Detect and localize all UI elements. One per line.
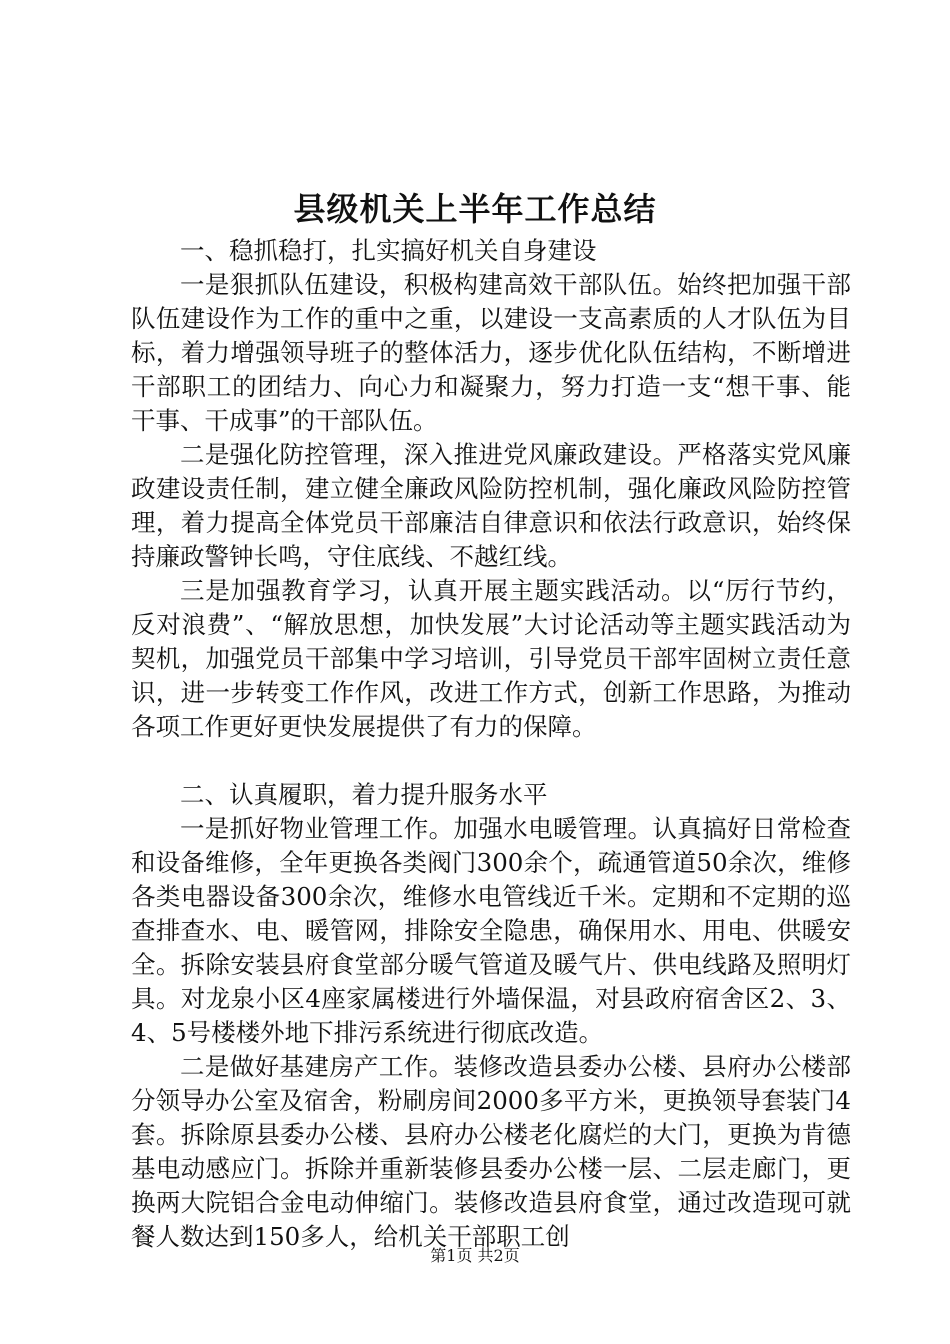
paragraph: 二是强化防控管理，深入推进党风廉政建设。严格落实党风廉政建设责任制，建立健全廉政风险防控机制，强化廉政风险防控管理，着力提高全体党员干部廉洁自律意识和依法行政意识，始终保持廉政警钟长鸣，守住底线、不越红线。 bbox=[131, 440, 851, 571]
document-title: 县级机关上半年工作总结 bbox=[293, 190, 657, 228]
document-body bbox=[131, 234, 851, 1254]
paragraph: 一是狠抓队伍建设，积极构建高效干部队伍。始终把加强干部队伍建设作为工作的重中之重，以建设一支高素质的人才队伍为目标，着力增强领导班子的整体活力，逐步优化队伍结构，不断增进干部职工的团结力、向心力和凝聚力，努力打造一支“想干事、能干事、干成事”的干部队伍。 bbox=[131, 270, 851, 435]
section-heading-2: 二、认真履职，着力提升服务水平 bbox=[180, 780, 548, 809]
section-spacer bbox=[131, 744, 851, 778]
paragraph: 三是加强教育学习，认真开展主题实践活动。以“厉行节约，反对浪费”、“解放思想，加快发展”大讨论活动等主题实践活动为契机，加强党员干部集中学习培训，引导党员干部牢固树立责任意识，进一步转变工作作风，改进工作方式，创新工作思路，为推动各项工作更好更快发展提供了有力的保障。 bbox=[131, 576, 851, 741]
paragraph: 二是做好基建房产工作。装修改造县委办公楼、县府办公楼部分领导办公室及宿舍，粉刷房间2000多平方米，更换领导套装门4套。拆除原县委办公楼、县府办公楼老化腐烂的大门，更换为肯德基电动感应门。拆除并重新装修县委办公楼一层、二层走廊门，更换两大院铝合金电动伸缩门。装修改造县府食堂，通过改造现可就餐人数达到150多人，给机关干部职工创 bbox=[131, 1052, 851, 1251]
paragraph: 一是抓好物业管理工作。加强水电暖管理。认真搞好日常检查和设备维修，全年更换各类阀门300余个，疏通管道50余次，维修各类电器设备300余次，维修水电管线近千米。定期和不定期的巡查排查水、电、暖管网，排除安全隐患，确保用水、用电、供暖安全。拆除安装县府食堂部分暖气管道及暖气片、供电线路及照明灯具。对龙泉小区4座家属楼进行外墙保温，对县政府宿舍区2、3、4、5号楼楼外地下排污系统进行彻底改造。 bbox=[131, 814, 851, 1047]
page-footer: 第1页 共2页 bbox=[430, 1246, 520, 1265]
section-heading-1: 一、稳抓稳打，扎实搞好机关自身建设 bbox=[180, 236, 597, 265]
